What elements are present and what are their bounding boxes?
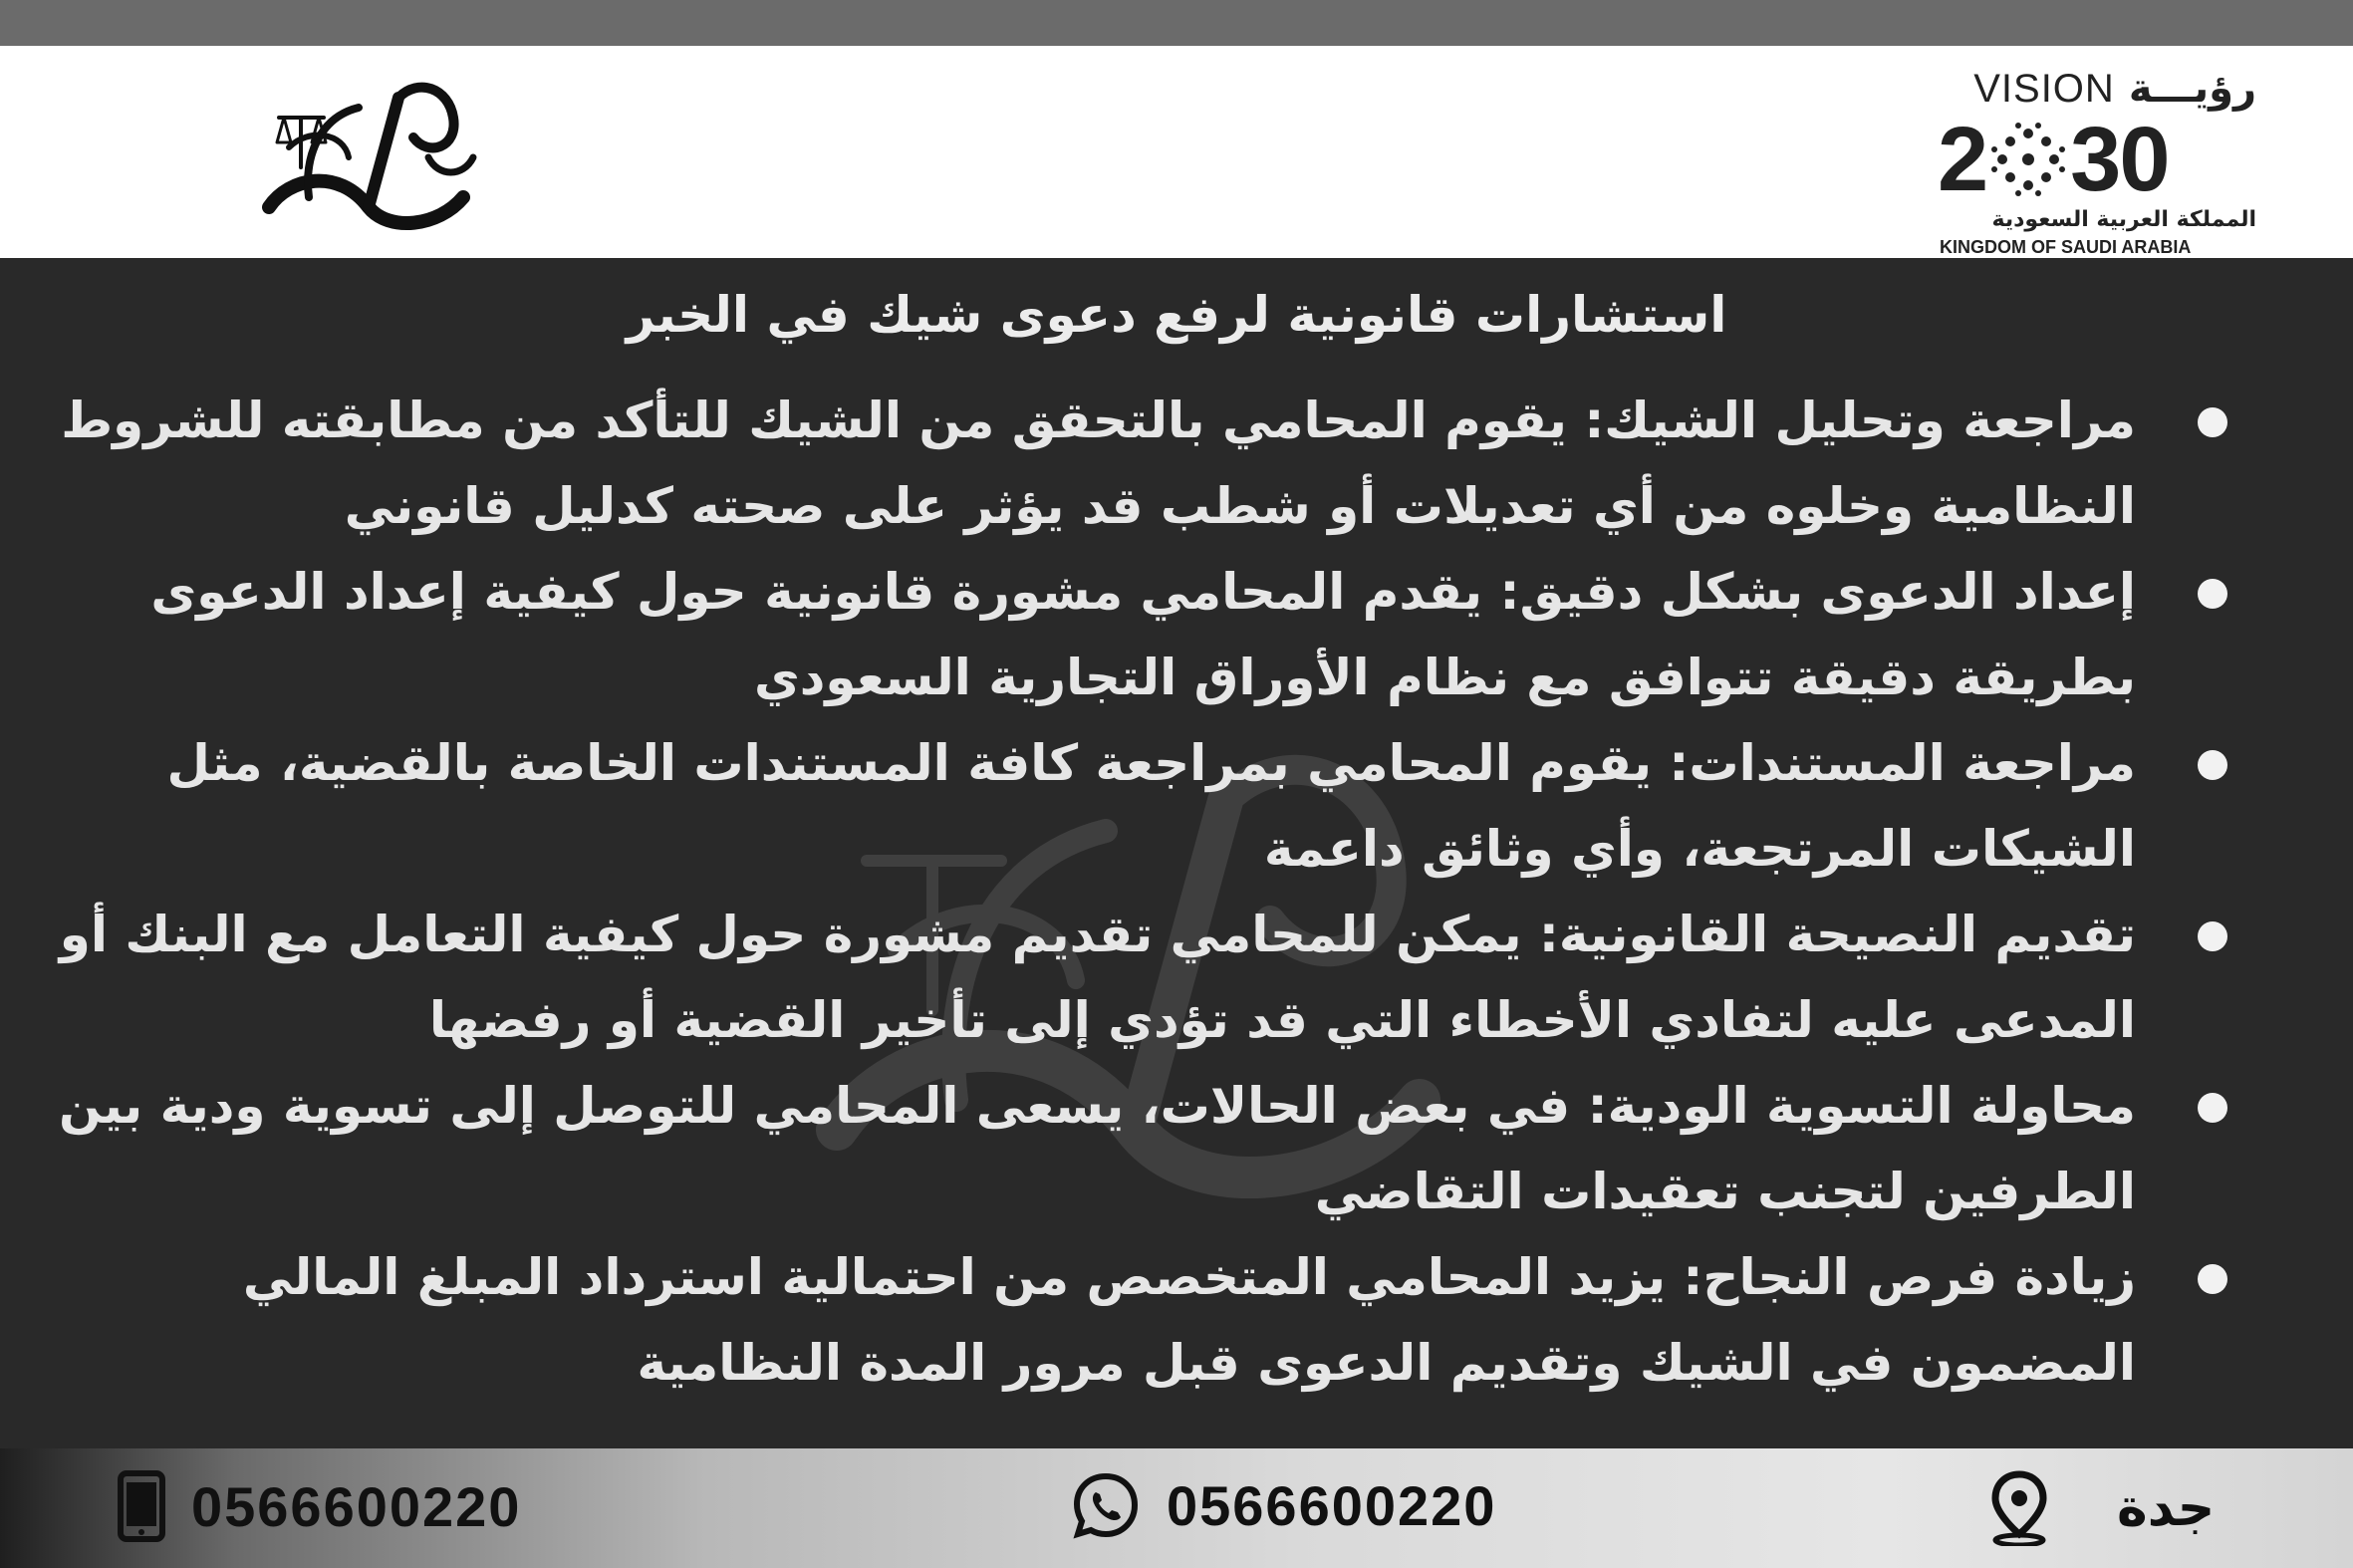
kingdom-english: KINGDOM OF SAUDI ARABIA: [1940, 237, 2192, 257]
vision-english-word: VISION: [1973, 66, 2115, 111]
footer: [0, 1448, 2353, 1568]
bullet-icon: [2198, 1264, 2227, 1294]
point-text: مراجعة المستندات: يقوم المحامي بمراجعة كافة المستندات الخاصة بالقضية، مثل الشيكات المرتجعة، وأي وثائق داعمة: [166, 734, 2136, 878]
bullet-icon: [2198, 579, 2227, 609]
mobile-phone-icon: [118, 1470, 165, 1542]
point-text: إعداد الدعوى بشكل دقيق: يقدم المحامي مشورة قانونية حول كيفية إعداد الدعوى بطريقة دقيقة تتوافق مع نظام الأوراق التجارية السعودي: [150, 563, 2136, 706]
palm-emblem-icon: [1988, 120, 2068, 199]
vision-2030-logo: [1938, 60, 2256, 257]
phone-contact[interactable]: [118, 1470, 521, 1542]
list-item: [0, 1063, 2353, 1234]
list-item: [0, 378, 2353, 549]
city-name: جدة: [2117, 1478, 2216, 1538]
bullet-icon: [2198, 1093, 2227, 1123]
whatsapp-icon: [1071, 1470, 1141, 1540]
vision-year-left: 2: [1938, 109, 1987, 210]
bullet-icon: [2198, 750, 2227, 780]
points-list: [0, 378, 2353, 1406]
phone-number[interactable]: 0566600220: [191, 1474, 522, 1538]
location-pin-icon: [1987, 1470, 2051, 1546]
list-item: [0, 720, 2353, 892]
vision-arabic-word: رؤيـــة: [2128, 66, 2256, 112]
point-text: مراجعة وتحليل الشيك: يقوم المحامي بالتحقق من الشيك للتأكد من مطابقته للشروط النظامية وخلوه من أي تعديلات أو شطب قد يؤثر على صحته كدليل قانوني: [61, 392, 2136, 535]
bullet-icon: [2198, 407, 2227, 437]
kingdom-arabic: المملكة العربية السعودية: [1991, 207, 2256, 232]
calligraphy-logo: [249, 58, 488, 247]
content-panel: [0, 258, 2353, 1448]
list-item: [0, 892, 2353, 1063]
whatsapp-number[interactable]: 0566600220: [1167, 1473, 1497, 1537]
point-text: محاولة التسوية الودية: في بعض الحالات، يسعى المحامي للتوصل إلى تسوية ودية بين الطرفين لتجنب تعقيدات التقاضي: [59, 1077, 2136, 1220]
list-item: [0, 1234, 2353, 1406]
point-text: زيادة فرص النجاح: يزيد المحامي المتخصص من احتمالية استرداد المبلغ المالي المضمون في الشيك وتقديم الدعوى قبل مرور المدة النظامية: [242, 1248, 2136, 1392]
location: [1987, 1470, 2215, 1546]
vision-year-right: 30: [2070, 109, 2169, 210]
header: [0, 46, 2353, 258]
bullet-icon: [2198, 921, 2227, 951]
vision-year: [1938, 109, 2169, 210]
page-title: استشارات قانونية لرفع دعوى شيك في الخبر: [626, 286, 1727, 344]
whatsapp-contact[interactable]: [1071, 1470, 1496, 1540]
top-bar: [0, 0, 2353, 46]
list-item: [0, 549, 2353, 720]
point-text: تقديم النصيحة القانونية: يمكن للمحامي تقديم مشورة حول كيفية التعامل مع البنك أو المدعى عليه لتفادي الأخطاء التي قد تؤدي إلى تأخير القضية أو رفضها: [59, 906, 2136, 1049]
